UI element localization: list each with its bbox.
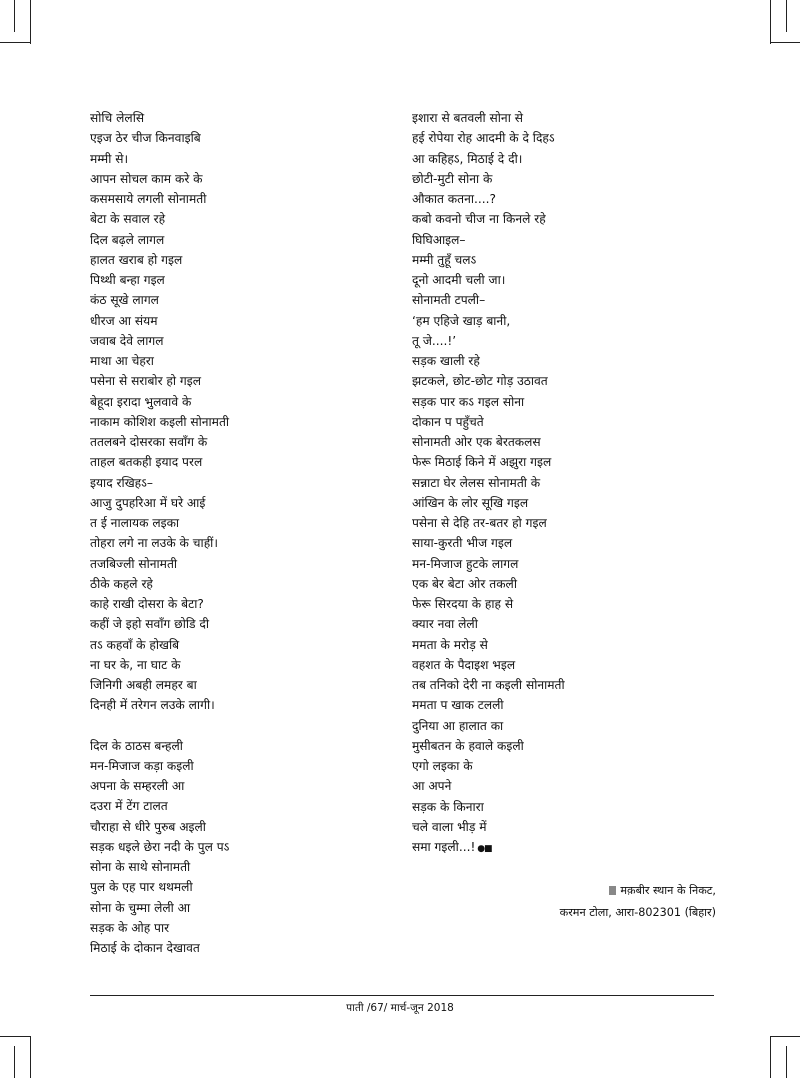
crop-mark	[770, 1036, 771, 1078]
crop-mark	[30, 1036, 31, 1078]
poem-right-column	[412, 108, 742, 857]
poem-line: सोनामती ओर एक बेरतकलस	[412, 435, 541, 449]
poem-line: घिघिआइल–	[412, 232, 466, 247]
poem-line: सड़क के किनारा	[412, 799, 484, 814]
poem-line: सन्नाटा घेर लेलस सोनामती के	[412, 475, 541, 490]
poem-line: मन-मिजाज हुटके लागल	[412, 556, 519, 571]
poem-line: तऽ कहवाँ के होखबि	[90, 637, 180, 652]
poem-line: तजबिज्ली सोनामती	[90, 556, 178, 571]
poem-line: चले वाला भीड़ में	[412, 819, 487, 834]
crop-mark	[786, 1046, 787, 1078]
poem-line: सोना के साथे सोनामती	[90, 860, 191, 874]
author-address	[560, 880, 716, 924]
footer-rule	[90, 995, 714, 996]
poem-line: सोचि लेलसि	[90, 111, 145, 125]
poem-line: सड़क पार कऽ गइल सोना	[412, 394, 525, 409]
address-line-2: करमन टोला, आरा-802301 (बिहार)	[559, 906, 716, 919]
poem-line: जिनिगी अबही लमहर बा	[90, 678, 197, 692]
poem-line: हालत खराब हो गइल	[90, 252, 183, 267]
poem-line: आंखिन के लोर सूखि गइल	[412, 495, 529, 510]
poem-line: सोना के चुम्मा लेली आ	[90, 900, 191, 915]
poem-line: दोकान प पहुँचते	[412, 414, 484, 429]
poem-line: हई रोपेया रोह आदमी के दे दिहऽ	[412, 131, 555, 146]
poem-line: आ अपने	[412, 779, 452, 794]
poem-line: ना घर के, ना घाट के	[90, 657, 181, 672]
poem-line: ठीके कहले रहे	[90, 576, 153, 591]
poem-line: मम्मी से।	[90, 151, 129, 166]
poem-line: सड़क के ओह पार	[90, 920, 170, 935]
poem-line: झटकले, छोट-छोट गोड़ उठावत	[412, 374, 548, 389]
address-line-1: मक़बीर स्थान के निकट,	[560, 880, 716, 902]
poem-line: माथा आ चेहरा	[90, 354, 154, 368]
crop-mark	[0, 1036, 30, 1037]
poem-line: मम्मी तुहूँ चलऽ	[412, 252, 477, 267]
poem-line: ‘हम एहिजे खाड़ बानी,	[412, 313, 511, 328]
page-footer: पाती /67/ मार्च-जून 2018	[346, 1002, 454, 1014]
poem-line: दिल बढ़ले लागल	[90, 232, 165, 247]
poem-line: एक बेर बेटा ओर तकली	[412, 576, 517, 591]
poem-line: दिल के ठाठस बन्हली	[90, 738, 183, 753]
poem-line: दउरा में टेंग टालत	[90, 799, 168, 814]
poem-line: कहीं जे इहो सवाँग छोडि दी	[90, 617, 210, 632]
poem-line: क्यार नवा लेली	[412, 617, 478, 632]
poem-line: इयाद रखिहऽ–	[90, 475, 153, 490]
crop-mark	[770, 42, 800, 43]
poem-line: इशारा से बतवली सोना से	[412, 111, 523, 125]
poem-line: समा गइली...! ●■	[412, 840, 492, 854]
poem-line: सोनामती टपली–	[412, 293, 486, 308]
poem-line: ताहल बतकही इयाद परल	[90, 455, 203, 470]
poem-line: चौराहा से धीरे पुरुब अइली	[90, 819, 206, 834]
poem-line: दुनिया आ हालात का	[412, 718, 504, 733]
poem-line: बेहूदा इरादा भुलवावे के	[90, 394, 192, 409]
poem-line: मुसीबतन के हवाले कइली	[412, 738, 524, 753]
poem-left-column	[90, 108, 390, 958]
crop-mark	[14, 0, 15, 32]
poem-line: तू जे....!’	[412, 333, 457, 348]
poem-line: छोटी-मुटी सोना के	[412, 171, 493, 186]
poem-line: बेटा के सवाल रहे	[90, 212, 166, 227]
crop-mark	[30, 0, 31, 44]
poem-line: एगो लइका के	[412, 759, 473, 773]
poem-line: काहे राखी दोसरा के बेटा?	[90, 597, 204, 611]
poem-line: सड़क खाली रहे	[412, 354, 480, 368]
poem-line: फेरू सिरदया के हाह से	[412, 597, 514, 611]
poem-line: नाकाम कोशिश कइली सोनामती	[90, 414, 230, 429]
poem-line: आपन सोचल काम करे के	[90, 171, 203, 186]
poem-line: एइज ठेर चीज किनवाइबि	[90, 131, 201, 146]
poem-line: त ई नालायक लइका	[90, 516, 180, 530]
stanza-break	[90, 716, 390, 736]
poem-line: तब तनिको देरी ना कइली सोनामती	[412, 678, 565, 692]
bullet-icon	[609, 886, 616, 895]
crop-mark	[14, 1046, 15, 1078]
poem-line: आजु दुपहरिआ में घरे आई	[90, 495, 206, 510]
poem-line: सड़क धइले छेरा नदी के पुल पऽ	[90, 839, 230, 854]
poem-line: दिनही में तरेगन लउके लागी।	[90, 698, 215, 713]
poem-line: कंठ सूखे लागल	[90, 293, 159, 308]
crop-mark	[770, 0, 771, 44]
poem-line: आ कहिहऽ, मिठाई दे दी।	[412, 151, 523, 166]
poem-line: कबो कवनो चीज ना किनले रहे	[412, 212, 546, 227]
poem-line: जवाब देवे लागल	[90, 333, 164, 348]
poem-line: पसेना से सराबोर हो गइल	[90, 374, 202, 389]
poem-line: मन-मिजाज कड़ा कइली	[90, 758, 194, 773]
poem-line: पुल के एह पार थथमली	[90, 880, 193, 895]
poem-line: पिथ्थी बन्हा गइल	[90, 273, 165, 287]
end-mark-icon: ●■	[475, 844, 492, 854]
poem-line: फेरू मिठाई किने में अझुरा गइल	[412, 455, 552, 470]
poem-line: ममता प खाक टलली	[412, 698, 504, 713]
crop-mark	[0, 42, 30, 43]
poem-line: दूनो आदमी चली जा।	[412, 273, 506, 287]
crop-mark	[786, 0, 787, 32]
poem-line: कसमसाये लगली सोनामती	[90, 192, 207, 206]
poem-line: अपना के सम्हरली आ	[90, 779, 185, 793]
crop-mark	[770, 1036, 800, 1037]
poem-line: धीरज आ संयम	[90, 313, 158, 328]
poem-line: तोहरा लगे ना लउके के चाहीं।	[90, 536, 218, 551]
poem-line: पसेना से देहि तर-बतर हो गइल	[412, 516, 547, 530]
poem-line: वहशत के पैदाइश भइल	[412, 657, 516, 672]
poem-line: मिठाई के दोकान देखावत	[90, 941, 200, 955]
poem-line: साया-कुरती भीज गइल	[412, 536, 513, 551]
poem-line: ततलबने दोसरका सवाँग के	[90, 435, 208, 449]
poem-line: औकात कतना....?	[412, 192, 496, 206]
poem-line: ममता के मरोड़ से	[412, 637, 488, 652]
